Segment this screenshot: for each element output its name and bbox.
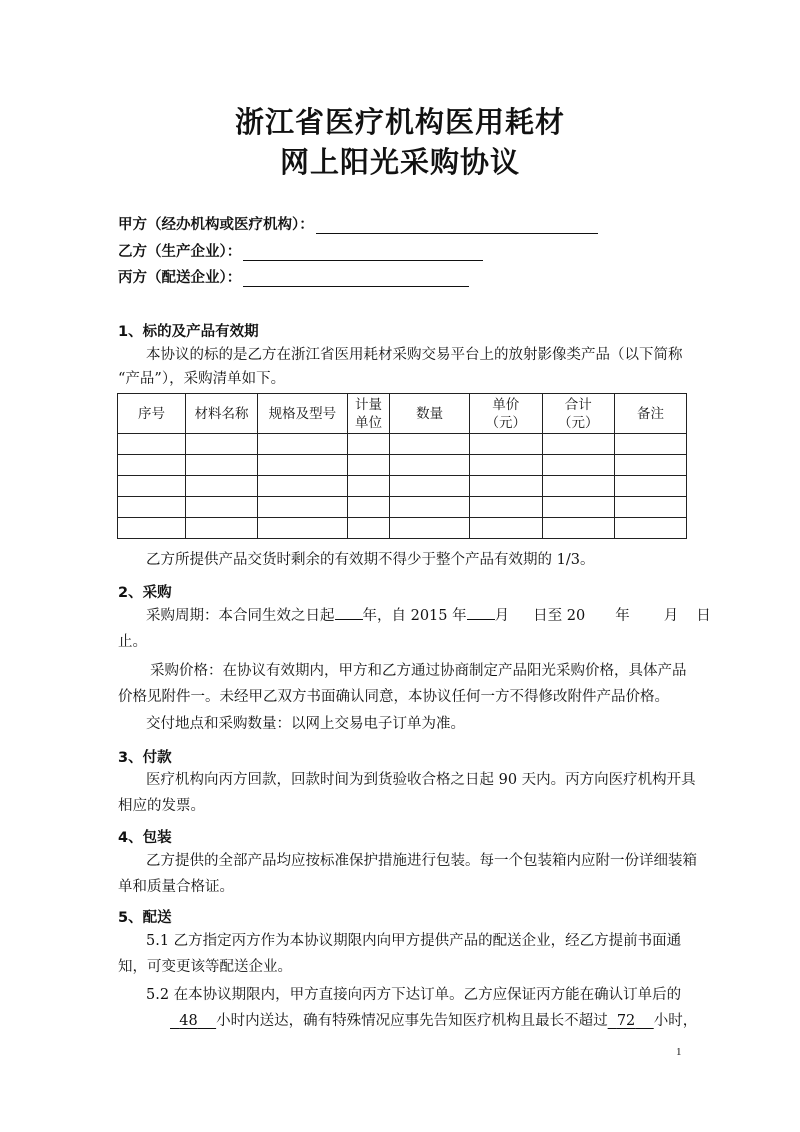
table-cell[interactable] [470,455,542,476]
table-cell[interactable] [470,518,542,539]
table-cell[interactable] [470,434,542,455]
table-cell[interactable] [186,497,258,518]
table-row [118,434,687,455]
table-cell[interactable] [347,476,390,497]
table-header-cell: 合计 （元） [542,394,614,434]
table-cell[interactable] [614,497,686,518]
document-title-line-2: 网上阳光采购协议 [279,145,520,179]
section-1-paragraph-2: 乙方所提供产品交货时剩余的有效期不得少于整个产品有效期的 1/3。 [146,552,595,568]
table-header-cell: 材料名称 [186,394,258,434]
page-number: 1 [676,1046,682,1058]
section-3-paragraph-1-line-2: 相应的发票。 [118,798,205,814]
table-cell[interactable] [390,455,470,476]
section-2-paragraph-2-line-1: 采购价格：在协议有效期内，甲方和乙方通过协商制定产品阳光采购价格，具体产品 [150,663,687,679]
delivery-hours-number: 48 [179,1013,198,1029]
table-cell[interactable] [258,434,348,455]
section-2-heading: 2、采购 [118,585,172,601]
party-b-blank[interactable] [243,244,483,261]
section-1-heading: 1、标的及产品有效期 [118,324,259,340]
delivery-clause-text: 小时内送达，确有特殊情况应事先告知医疗机构且最长不超过 [216,1013,608,1029]
party-b-row [118,240,483,261]
table-header-cell: 规格及型号 [258,394,348,434]
table-row [118,497,687,518]
section-5-paragraph-2-line-2 [170,1006,697,1036]
procurement-period-text: 月 [663,608,679,624]
table-cell[interactable] [258,497,348,518]
party-b-label: 乙方（生产企业）： [118,244,242,260]
table-row [118,518,687,539]
table-cell[interactable] [390,434,470,455]
party-c-blank[interactable] [243,270,469,287]
section-4-heading: 4、包装 [118,830,172,846]
table-header-cell: 备注 [614,394,686,434]
procurement-period-text: 年，自 2015 年 [362,608,467,624]
table-cell[interactable] [347,434,390,455]
procurement-period-text: 日 [696,608,711,624]
start-month-blank[interactable] [467,604,495,620]
table-cell[interactable] [186,476,258,497]
table-cell[interactable] [542,455,614,476]
max-delivery-hours-value[interactable] [608,1013,654,1029]
table-cell[interactable] [186,518,258,539]
section-1-paragraph-1-line-2: “产品”），采购清单如下。 [118,371,286,387]
table-cell[interactable] [258,518,348,539]
table-cell[interactable] [118,434,186,455]
table-cell[interactable] [118,497,186,518]
table-cell[interactable] [614,434,686,455]
table-header-cell: 单价 （元） [470,394,542,434]
table-body [118,434,687,539]
party-a-blank[interactable] [316,217,598,234]
table-row [118,455,687,476]
delivery-hours-value[interactable] [170,1013,216,1029]
table-cell[interactable] [186,434,258,455]
period-years-blank[interactable] [335,604,363,620]
document-title-line-1: 浙江省医疗机构医用耗材 [234,105,565,139]
table-cell[interactable] [347,518,390,539]
table-cell[interactable] [186,455,258,476]
table-cell[interactable] [614,476,686,497]
table-cell[interactable] [614,455,686,476]
section-2-paragraph-1-line-2: 止。 [118,634,147,650]
table-row [118,476,687,497]
procurement-period-text: 月 [494,608,510,624]
procurement-list-table [117,393,687,539]
section-2-paragraph-3: 交付地点和采购数量：以网上交易电子订单为准。 [146,716,465,732]
section-3-paragraph-1-line-1: 医疗机构向丙方回款，回款时间为到货验收合格之日起 90 天内。丙方向医疗机构开具 [146,772,696,788]
table-cell[interactable] [118,476,186,497]
table-cell[interactable] [542,434,614,455]
section-5-paragraph-2-line-1: 5.2 在本协议期限内，甲方直接向丙方下达订单。乙方应保证丙方能在确认订单后的 [146,987,682,1003]
section-5-heading: 5、配送 [118,910,172,926]
table-cell[interactable] [542,518,614,539]
table-cell[interactable] [542,476,614,497]
table-cell[interactable] [258,455,348,476]
table-cell[interactable] [390,497,470,518]
section-5-paragraph-1-line-1: 5.1 乙方指定丙方作为本协议期限内向甲方提供产品的配送企业，经乙方提前书面通 [146,933,682,949]
table-header-cell: 计量 单位 [347,394,390,434]
procurement-period-text: 年 [615,608,630,624]
table-cell[interactable] [470,476,542,497]
max-delivery-hours-number: 72 [616,1013,636,1029]
party-c-row [118,266,469,287]
table-cell[interactable] [542,497,614,518]
party-a-label: 甲方（经办机构或医疗机构）： [118,217,314,233]
table-header-cell: 序号 [118,394,186,434]
procurement-period-text: 日至 20 [533,608,586,624]
party-c-label: 丙方（配送企业）： [118,270,242,286]
procurement-period-text: 采购周期：本合同生效之日起 [146,608,335,624]
table-cell[interactable] [614,518,686,539]
section-5-paragraph-1-line-2: 知，可变更该等配送企业。 [118,959,292,975]
table-header-cell: 数量 [390,394,470,434]
table-cell[interactable] [390,518,470,539]
section-3-heading: 3、付款 [118,750,172,766]
table-cell[interactable] [118,455,186,476]
section-2-paragraph-2-line-2: 价格见附件一。未经甲乙双方书面确认同意，本协议任何一方不得修改附件产品价格。 [118,689,669,705]
delivery-clause-end: 小时， [653,1013,698,1029]
section-4-paragraph-1-line-1: 乙方提供的全部产品均应按标准保护措施进行包装。每一个包装箱内应附一份详细装箱 [146,853,697,869]
table-cell[interactable] [118,518,186,539]
section-1-paragraph-1-line-1: 本协议的标的是乙方在浙江省医用耗材采购交易平台上的放射影像类产品（以下简称 [146,347,683,363]
table-header-row [118,394,687,434]
table-cell[interactable] [258,476,348,497]
table-cell[interactable] [390,476,470,497]
table-cell[interactable] [347,497,390,518]
party-a-row [118,213,598,234]
section-4-paragraph-1-line-2: 单和质量合格证。 [118,879,234,895]
section-2-paragraph-1-line-1 [146,601,711,631]
table-cell[interactable] [470,497,542,518]
table-cell[interactable] [347,455,390,476]
